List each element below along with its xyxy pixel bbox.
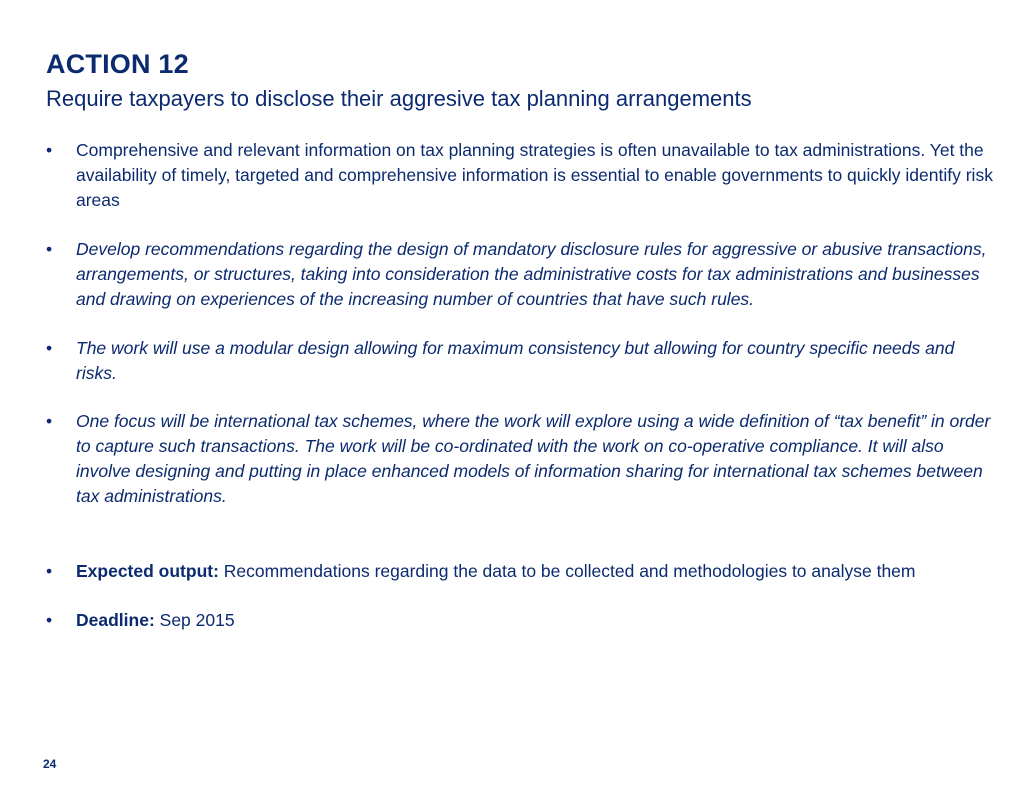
deadline-item	[46, 608, 996, 633]
bullet-marker-icon: •	[46, 140, 53, 160]
expected-output-item	[46, 559, 996, 584]
deadline-label: Deadline:	[76, 610, 155, 630]
expected-output-text: Recommendations regarding the data to be collected and methodologies to analyse them	[223, 561, 916, 581]
page-number: 24	[43, 757, 57, 771]
bullet-item	[46, 138, 996, 213]
bullet-marker-icon: •	[46, 610, 53, 630]
bullet-text: Develop recommendations regarding the design of mandatory disclosure rules for aggressive or abusive transactions, arrangements, or structures, taking into consideration the administrative costs for tax administrations and businesses and drawing on experiences of the increasing number of countries that have such rules.	[76, 239, 987, 309]
slide-subtitle: Require taxpayers to disclose their aggresive tax planning arrangements	[46, 86, 752, 111]
bullet-text: One focus will be international tax schemes, where the work will explore using a wide definition of “tax benefit” in order to capture such transactions. The work will be co-ordinated with the work on co-operative compliance. It will also involve designing and putting in place enhanced models of information sharing for international tax schemes between tax administrations.	[76, 411, 991, 506]
bullet-text: Comprehensive and relevant information on tax planning strategies is often unavailable to tax administrations. Yet the availability of timely, targeted and comprehensive information is essential to enable governments to quickly identify risk areas	[76, 140, 993, 210]
bullet-marker-icon: •	[46, 411, 53, 431]
bullet-item	[46, 409, 996, 509]
bullet-list	[46, 138, 996, 633]
bullet-item	[46, 336, 996, 386]
bullet-marker-icon: •	[46, 338, 53, 358]
bullet-marker-icon: •	[46, 561, 53, 581]
slide-title: ACTION 12	[46, 49, 189, 79]
bullet-marker-icon: •	[46, 239, 53, 259]
deadline-text: Sep 2015	[159, 610, 235, 630]
bullet-text: The work will use a modular design allowing for maximum consistency but allowing for country specific needs and risks.	[76, 338, 955, 383]
expected-output-label: Expected output:	[76, 561, 219, 581]
bullet-item	[46, 237, 996, 312]
